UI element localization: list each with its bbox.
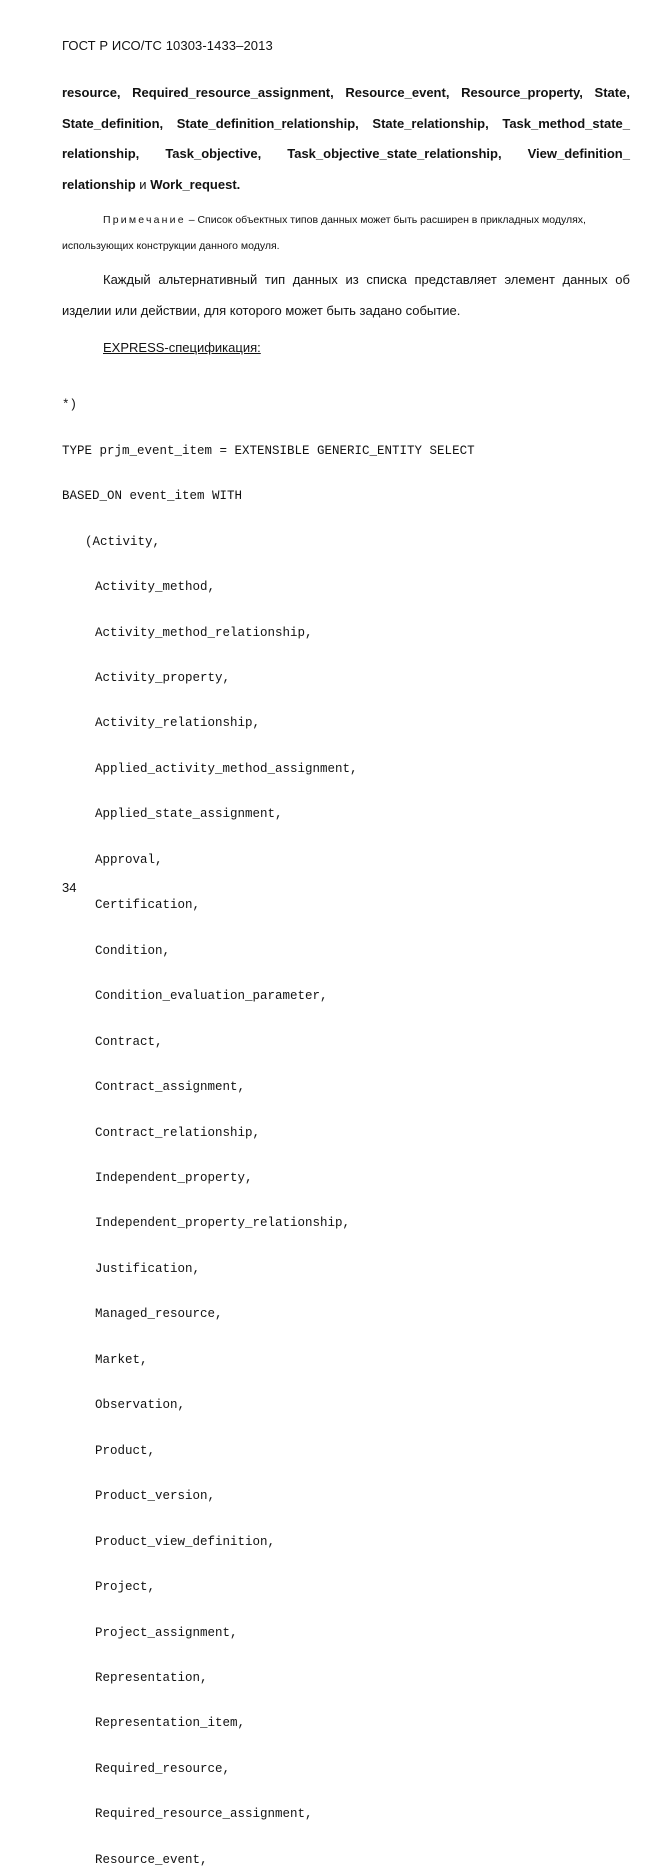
code-line: Representation_item, <box>95 1716 246 1731</box>
document-header: ГОСТ Р ИСО/ТС 10303-1433–2013 <box>62 38 273 53</box>
code-line: Product, <box>95 1443 156 1458</box>
paragraph-word: об <box>615 272 630 287</box>
entity-name: relationship <box>62 177 136 192</box>
entity-name: Required_resource_assignment, <box>132 85 334 100</box>
code-line: TYPE prjm_event_item = EXTENSIBLE GENERIC_ENTITY SELECT <box>62 443 475 458</box>
code-line: Activity_property, <box>95 671 231 686</box>
code-line: Condition, <box>95 943 171 958</box>
entity-name: Resource_property, <box>461 85 583 100</box>
entity-name: Task_objective_state_relationship, <box>287 146 502 161</box>
entity-name: Resource_event, <box>345 85 450 100</box>
entity-name: resource, <box>62 85 121 100</box>
code-line: BASED_ON event_item WITH <box>62 489 243 504</box>
sentence-end: . <box>236 177 241 192</box>
code-line: Managed_resource, <box>95 1307 223 1322</box>
entity-name: State_definition, <box>62 116 164 131</box>
entity-name: State_relationship, <box>372 116 489 131</box>
code-line: Independent_property, <box>95 1171 253 1186</box>
entity-name: State_definition_relationship, <box>176 116 359 131</box>
code-line: Market, <box>95 1352 148 1367</box>
code-line: Resource_event, <box>95 1852 208 1867</box>
code-line: Activity_method, <box>95 580 216 595</box>
code-line: *) <box>62 398 78 413</box>
code-line: Observation, <box>95 1398 186 1413</box>
code-line: Project_assignment, <box>95 1625 238 1640</box>
note-text: Список объектных типов данных может быть расширен в прикладных модулях, <box>197 214 586 226</box>
entity-name: Work_request <box>150 177 237 192</box>
code-line: Required_resource, <box>95 1761 231 1776</box>
paragraph-word: данных <box>562 272 608 287</box>
code-line: Contract_assignment, <box>95 1080 246 1095</box>
code-line: Approval, <box>95 852 163 867</box>
note-dash: – <box>185 214 198 226</box>
paragraph-word: представляет <box>414 272 497 287</box>
paragraph-word: элемент <box>504 272 555 287</box>
paragraph-line-1 <box>103 272 630 287</box>
code-line: Certification, <box>95 898 201 913</box>
code-line: Product_version, <box>95 1489 216 1504</box>
note-line-1 <box>103 214 586 226</box>
code-line: Contract_relationship, <box>95 1125 261 1140</box>
code-line: Justification, <box>95 1261 201 1276</box>
paragraph-line-2: изделии или действии, для которого может быть задано событие. <box>62 303 461 318</box>
code-line: Applied_state_assignment, <box>95 807 283 822</box>
code-line: Representation, <box>95 1671 208 1685</box>
code-line: Required_resource_assignment, <box>95 1807 313 1822</box>
page-number: 34 <box>62 880 77 895</box>
paragraph-word: Каждый <box>103 272 151 287</box>
entity-name: Task_method_state_ <box>502 116 630 131</box>
express-heading: EXPRESS-спецификация: <box>103 340 261 355</box>
paragraph-word: данных <box>292 272 338 287</box>
entity-list-line-1 <box>62 85 630 103</box>
entity-name: State, <box>594 85 630 100</box>
entity-name: relationship, <box>62 146 140 161</box>
code-line: Project, <box>95 1580 156 1595</box>
code-line: Activity_relationship, <box>95 716 261 731</box>
code-line: Contract, <box>95 1034 163 1049</box>
paragraph-word: альтернативный <box>158 272 258 287</box>
conjunction: и <box>135 177 151 192</box>
code-line: Condition_evaluation_parameter, <box>95 989 328 1004</box>
code-line: Activity_method_relationship, <box>95 625 313 640</box>
express-code-block <box>62 368 475 1870</box>
paragraph-word: списка <box>366 272 407 287</box>
code-line: Product_view_definition, <box>95 1534 276 1549</box>
entity-list-line-2 <box>62 116 630 134</box>
entity-list-line-3 <box>62 146 630 164</box>
entity-name: View_definition_ <box>527 146 630 161</box>
code-line: Independent_property_relationship, <box>95 1216 351 1231</box>
paragraph-word: тип <box>264 272 286 287</box>
entity-list-line-4 <box>62 177 630 195</box>
entity-name: Task_objective, <box>165 146 262 161</box>
code-line: Applied_activity_method_assignment, <box>95 761 358 776</box>
code-line: (Activity, <box>85 534 161 549</box>
note-line-2: использующих конструкции данного модуля. <box>62 240 280 252</box>
paragraph-word: из <box>345 272 359 287</box>
note-label: Примечание <box>103 214 186 226</box>
